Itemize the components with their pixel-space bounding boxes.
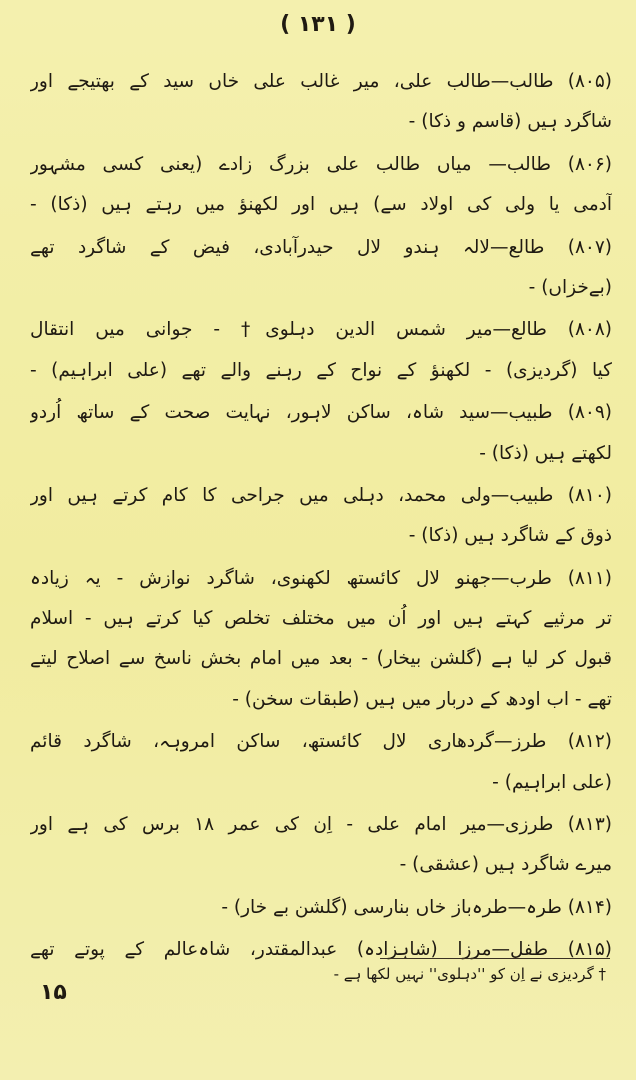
text-line: (۸۱۱) طرب—جھنو لال کائستھ لکھنوی، شاگرد نوازش - یہ زیادہ <box>30 567 612 589</box>
text-line: (علی ابراہیم) - <box>492 771 612 793</box>
text-line: (بےخزاں) - <box>528 276 612 298</box>
signature-mark: ۱۵ <box>40 980 67 1005</box>
text-line: (۸۱۲) طرز—گردھاری لال کائستھ، ساکن امروہہ، شاگرد قائم <box>30 731 612 753</box>
entry-807 <box>30 228 612 309</box>
text-line: (۸۰۹) طبیب—سید شاہ، ساکن لاہور، نہایت صحت کے ساتھ اُردو <box>30 402 612 424</box>
text-line: (۸۰۶) طالب— میاں طالب علی بزرگ زادے (یعنی کسی مشہور <box>30 153 612 175</box>
entry-810 <box>30 476 612 557</box>
text-line: (۸۰۸) طالع—میر شمس الدین دہلوی† - جوانی میں انتقال <box>30 319 612 341</box>
text-line: آدمی یا ولی کی اولاد سے) ہیں اور لکھنؤ میں رہتے ہیں (ذکا) - <box>30 194 612 216</box>
entry-805 <box>30 62 612 143</box>
text-line: میرے شاگرد ہیں (عشقی) - <box>399 854 612 876</box>
entry-811 <box>30 559 612 721</box>
entry-808 <box>30 310 612 391</box>
text-line: ذوق کے شاگرد ہیں (ذکا) - <box>408 525 612 547</box>
entry-813 <box>30 805 612 886</box>
entry-806 <box>30 145 612 226</box>
text-line: (۸۱۳) طرزی—میر امام علی - اِن کی عمر ۱۸ برس کی ہے اور <box>30 814 612 836</box>
text-line: قبول کر لیا ہے (گلشن بیخار) - بعد میں امام بخش ناسخ سے اصلاح لیتے <box>30 648 612 670</box>
text-line: (۸۱۰) طبیب—ولی محمد، دہلی میں جراحی کا کام کرتے ہیں اور <box>30 484 612 506</box>
text-line: (۸۰۷) طالع—لالہ ہندو لال حیدرآبادی، فیض کے شاگرد تھے <box>30 236 612 258</box>
footnote-divider <box>380 958 610 959</box>
entry-812 <box>30 722 612 803</box>
entry-809 <box>30 393 612 474</box>
text-line: کیا (گردیزی) - لکھنؤ کے نواح کے رہنے والے تھے (علی ابراہیم) - <box>30 359 612 381</box>
text-line: (۸۱۴) طرہ—طرہ‌باز خاں بنارسی (گلشن بے خار) - <box>221 896 612 918</box>
text-line: تر مرثیے کہتے ہیں اور اُن میں مختلف تخلص کیا کرتے ہیں - اسلام <box>30 608 612 630</box>
page-number-header: ( ۱۳۱ ) <box>280 12 356 37</box>
text-line: تھے - اب اودھ کے دربار میں ہیں (طبقات سخن) - <box>232 688 612 710</box>
text-line: (۸۱۵) طفل—مرزا (شاہزادہ) عبدالمقتدر، شاہ‌عالم کے پوتے تھے <box>30 939 612 961</box>
text-line: (۸۰۵) طالب—طالب علی، میر غالب علی خاں سید کے بھتیجے اور <box>30 71 612 92</box>
text-line: لکھتے ہیں (ذکا) - <box>479 442 612 464</box>
page-body <box>30 62 612 973</box>
entry-814 <box>30 888 612 928</box>
text-line: شاگرد ہیں (قاسم و ذکا) - <box>408 111 612 133</box>
footnote: † گردیزی نے اِن کو ''دہلوی'' نہیں لکھا ہے - <box>333 965 606 983</box>
